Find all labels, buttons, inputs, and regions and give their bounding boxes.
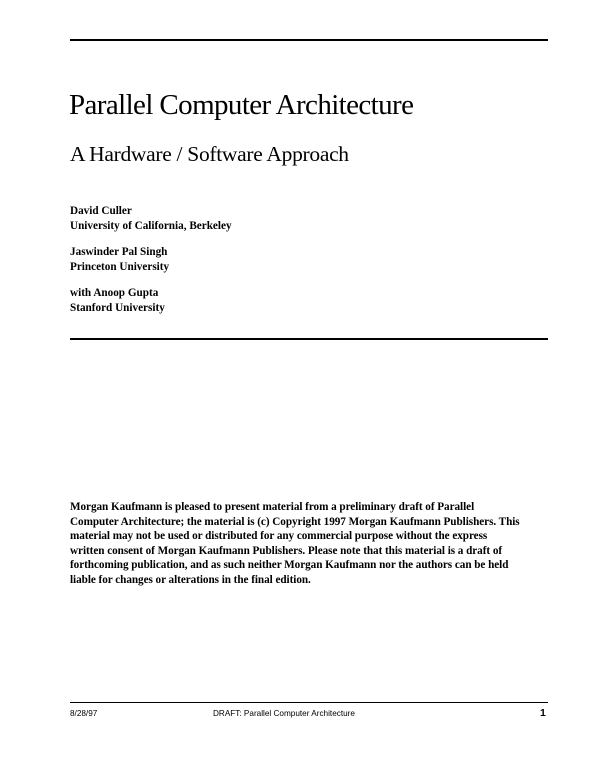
footer-date: 8/28/97: [70, 709, 98, 718]
copyright-notice: [70, 500, 552, 587]
author-affiliation: Stanford University: [70, 301, 165, 314]
book-subtitle: A Hardware / Software Approach: [70, 142, 349, 166]
notice-line: forthcoming publication, and as such neither Morgan Kaufmann nor the authors can be held: [70, 559, 509, 571]
top-rule: [70, 39, 548, 41]
author-name: David Culler: [70, 205, 132, 217]
author-block-2: [70, 245, 169, 274]
footer-rule: [70, 702, 548, 703]
notice-line: material may not be used or distributed for any commercial purpose without the express: [70, 530, 488, 542]
page-number: 1: [540, 707, 546, 719]
middle-rule: [70, 338, 548, 340]
author-block-1: [70, 204, 232, 233]
footer-running-title: DRAFT: Parallel Computer Architecture: [213, 709, 355, 718]
notice-line: Morgan Kaufmann is pleased to present material from a preliminary draft of Parallel: [70, 501, 475, 513]
book-title: Parallel Computer Architecture: [69, 89, 414, 121]
notice-line: liable for changes or alterations in the final edition.: [70, 573, 311, 586]
notice-line: Computer Architecture; the material is (c) Copyright 1997 Morgan Kaufmann Publishers. This: [70, 515, 520, 528]
notice-line: written consent of Morgan Kaufmann Publishers. Please note that this material is a draft of: [70, 544, 503, 557]
author-name: with Anoop Gupta: [70, 287, 159, 299]
author-name: Jaswinder Pal Singh: [70, 246, 168, 258]
author-affiliation: Princeton University: [70, 260, 170, 273]
author-block-3: [70, 286, 165, 315]
author-affiliation: University of California, Berkeley: [70, 219, 232, 232]
